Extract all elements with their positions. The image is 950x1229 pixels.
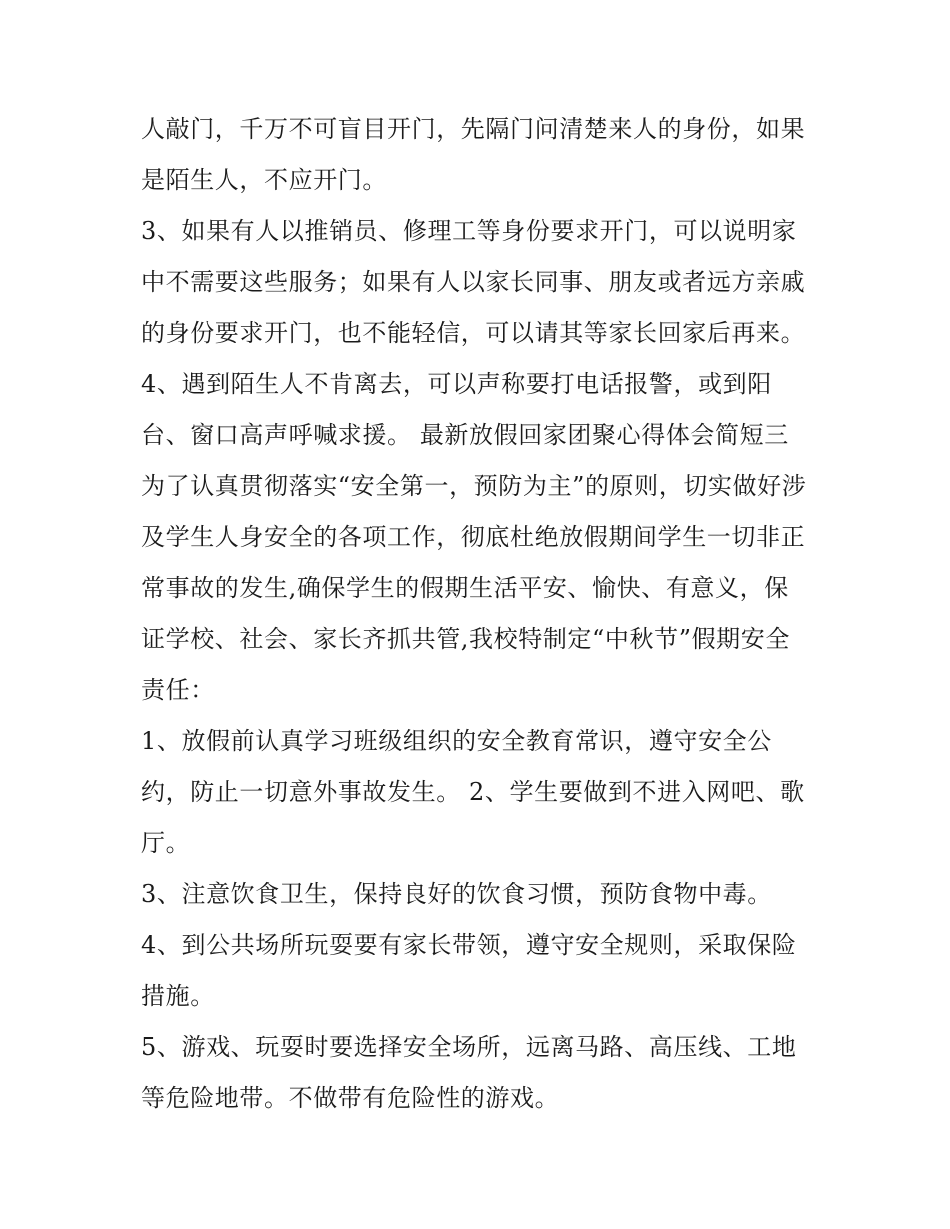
text-line: 5、游戏、玩耍时要选择安全场所，远离马路、高压线、工地 xyxy=(141,1033,797,1061)
text-line: 是陌生人，不应开门。 xyxy=(141,166,387,194)
text-line: 措施。 xyxy=(141,982,215,1010)
body-text xyxy=(141,104,821,1124)
text-line: 4、到公共场所玩耍要有家长带领，遵守安全规则，采取保险 xyxy=(141,931,797,959)
text-line: 责任： xyxy=(141,676,215,704)
text-line: 1、放假前认真学习班级组织的安全教育常识，遵守安全公 xyxy=(141,727,772,755)
text-line: 人敲门，千万不可盲目开门，先隔门问清楚来人的身份，如果 xyxy=(141,115,806,143)
text-line: 台、窗口高声呼喊求援。 最新放假回家团聚心得体会简短三 xyxy=(141,421,789,449)
text-line: 的身份要求开门，也不能轻信，可以请其等家长回家后再来。 xyxy=(141,319,806,347)
text-line: 及学生人身安全的各项工作，彻底杜绝放假期间学生一切非正 xyxy=(141,523,806,551)
text-line: 约，防止一切意外事故发生。 2、学生要做到不进入网吧、歌 xyxy=(141,778,805,806)
text-line: 中不需要这些服务；如果有人以家长同事、朋友或者远方亲戚 xyxy=(141,268,806,296)
text-line: 等危险地带。不做带有危险性的游戏。 xyxy=(141,1084,560,1112)
text-line: 3、如果有人以推销员、修理工等身份要求开门，可以说明家 xyxy=(141,217,797,245)
text-line: 为了认真贯彻落实“安全第一，预防为主”的原则，切实做好涉 xyxy=(141,472,807,500)
text-line: 3、注意饮食卫生，保持良好的饮食习惯，预防食物中毒。 xyxy=(141,880,772,908)
text-line: 证学校、社会、家长齐抓共管,我校特制定“中秋节”假期安全 xyxy=(141,625,790,653)
text-line: 常事故的发生,确保学生的假期生活平安、愉快、有意义，保 xyxy=(141,574,789,602)
text-line: 厅。 xyxy=(141,829,191,857)
text-line: 4、遇到陌生人不肯离去，可以声称要打电话报警，或到阳 xyxy=(141,370,772,398)
